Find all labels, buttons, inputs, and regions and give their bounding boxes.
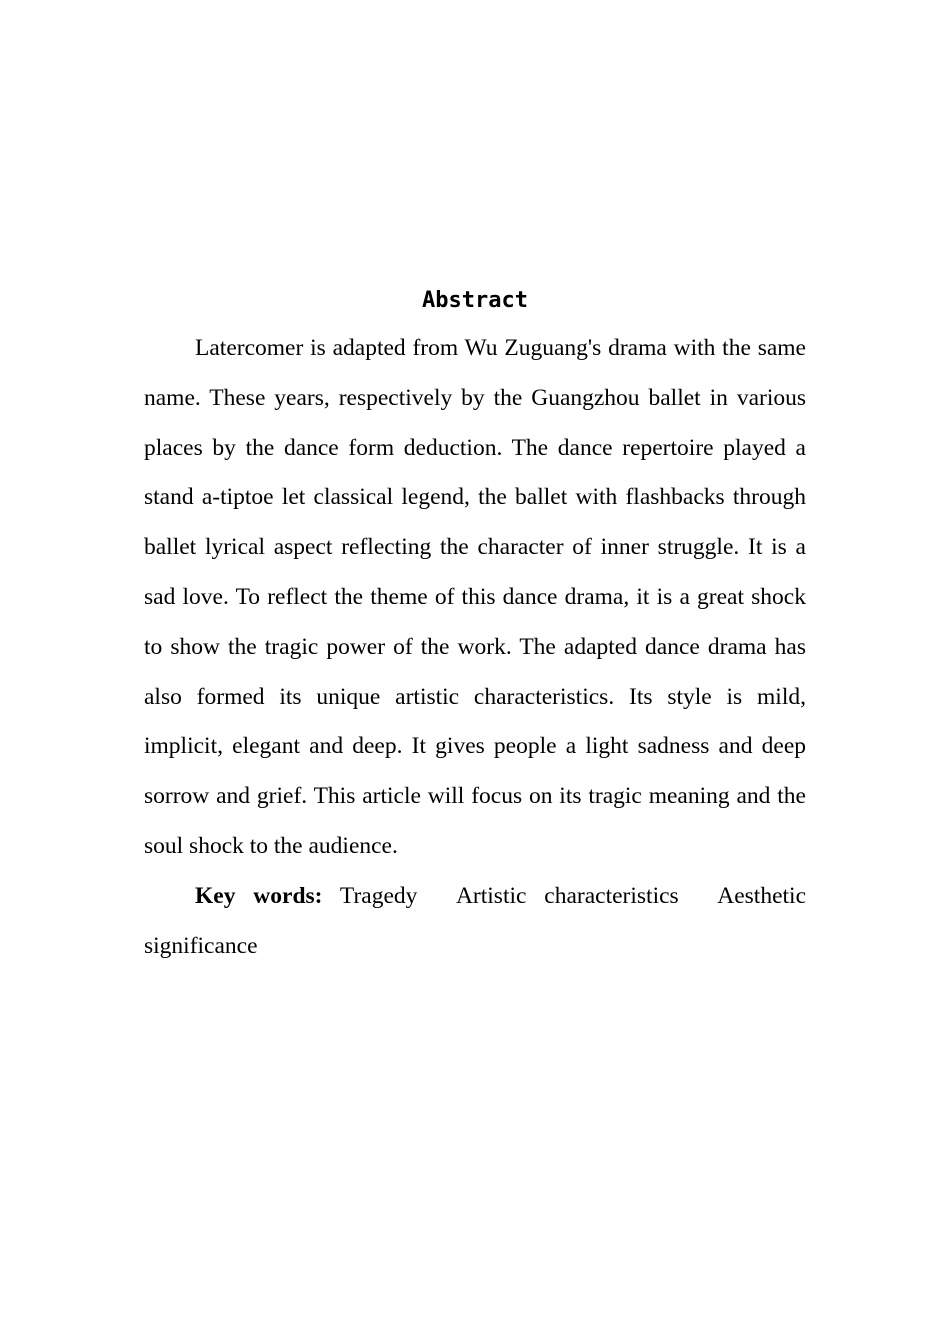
keyword-aesthetic-significance: Aesthetic significance <box>144 882 806 959</box>
keywords-label: Key words: <box>195 882 323 909</box>
keyword-artistic-characteristics: Artistic characteristics <box>455 882 679 909</box>
abstract-section <box>144 284 806 971</box>
abstract-title: Abstract <box>422 288 528 313</box>
keyword-tragedy: Tragedy <box>339 882 418 909</box>
abstract-body: Latercomer is adapted from Wu Zuguang's drama with the same name. These years, respectively by the Guangzhou ballet in various places by the dance form deduction. The dance repertoire played a stand a-tiptoe let classical legend, the ballet with flashbacks through ballet lyrical aspect reflecting the character of inner struggle. It is a sad love. To reflect the theme of this dance drama, it is a great shock to show the tragic power of the work. The adapted dance drama has also formed its unique artistic characteristics. Its style is mild, implicit, elegant and deep. It gives people a light sadness and deep sorrow and grief. This article will focus on its tragic meaning and the soul shock to the audience. <box>144 335 806 859</box>
keywords-line <box>144 872 806 972</box>
